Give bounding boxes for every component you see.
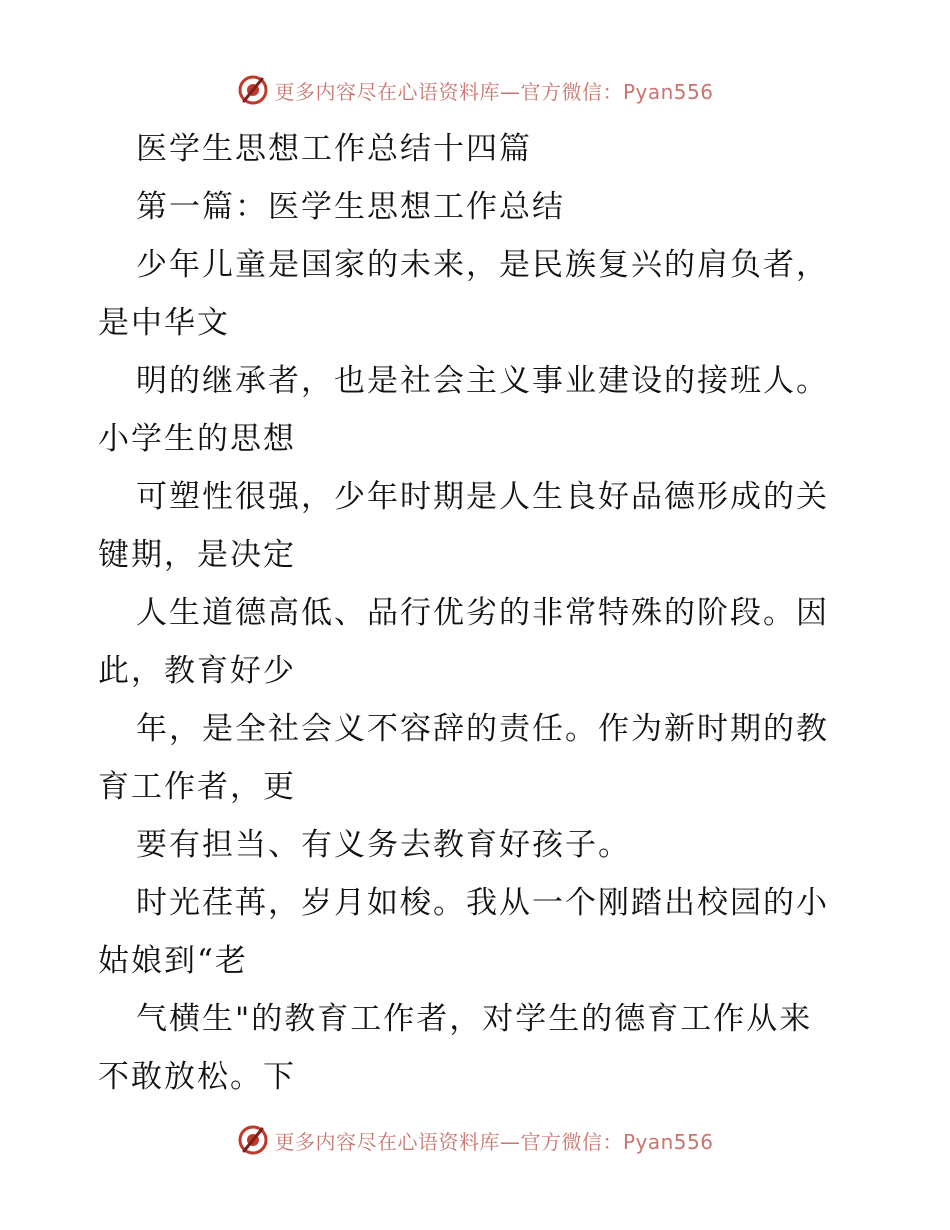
- text-line: 时光荏苒，岁月如梭。我从一个刚踏出校园的小: [136, 885, 829, 921]
- footer-banner-text: 更多内容尽在心语资料库—官方微信：Pyan556: [274, 1129, 714, 1154]
- document-body: [98, 120, 858, 1106]
- text-line: 明的继承者，也是社会主义事业建设的接班人。: [136, 363, 829, 399]
- text-line: 年，是全社会义不容辞的责任。作为新时期的教: [136, 711, 829, 747]
- text-line: 可塑性很强，少年时期是人生良好品德形成的关: [136, 479, 829, 515]
- text-line: 不敢放松。下: [98, 1059, 296, 1095]
- text-line: 是中华文: [98, 305, 230, 341]
- text-line: 少年儿童是国家的未来，是民族复兴的肩负者，: [136, 247, 829, 283]
- text-line: 气横生"的教育工作者，对学生的德育工作从来: [136, 1001, 813, 1037]
- text-line: 小学生的思想: [98, 421, 296, 457]
- text-line: 键期，是决定: [98, 537, 296, 573]
- header-banner-text: 更多内容尽在心语资料库—官方微信：Pyan556: [274, 79, 714, 104]
- header-banner: [0, 70, 950, 110]
- logo-icon: [236, 73, 270, 107]
- document-title: 医学生思想工作总结十四篇: [136, 131, 532, 167]
- text-line: 此，教育好少: [98, 653, 296, 689]
- text-line: 育工作者，更: [98, 769, 296, 805]
- chapter-heading: 第一篇：医学生思想工作总结: [136, 189, 565, 225]
- logo-icon: [236, 1123, 270, 1157]
- text-line: 要有担当、有义务去教育好孩子。: [136, 827, 631, 863]
- text-line: 人生道德高低、品行优劣的非常特殊的阶段。因: [136, 595, 829, 631]
- text-line: 姑娘到“老: [98, 943, 248, 979]
- footer-banner: [0, 1120, 950, 1160]
